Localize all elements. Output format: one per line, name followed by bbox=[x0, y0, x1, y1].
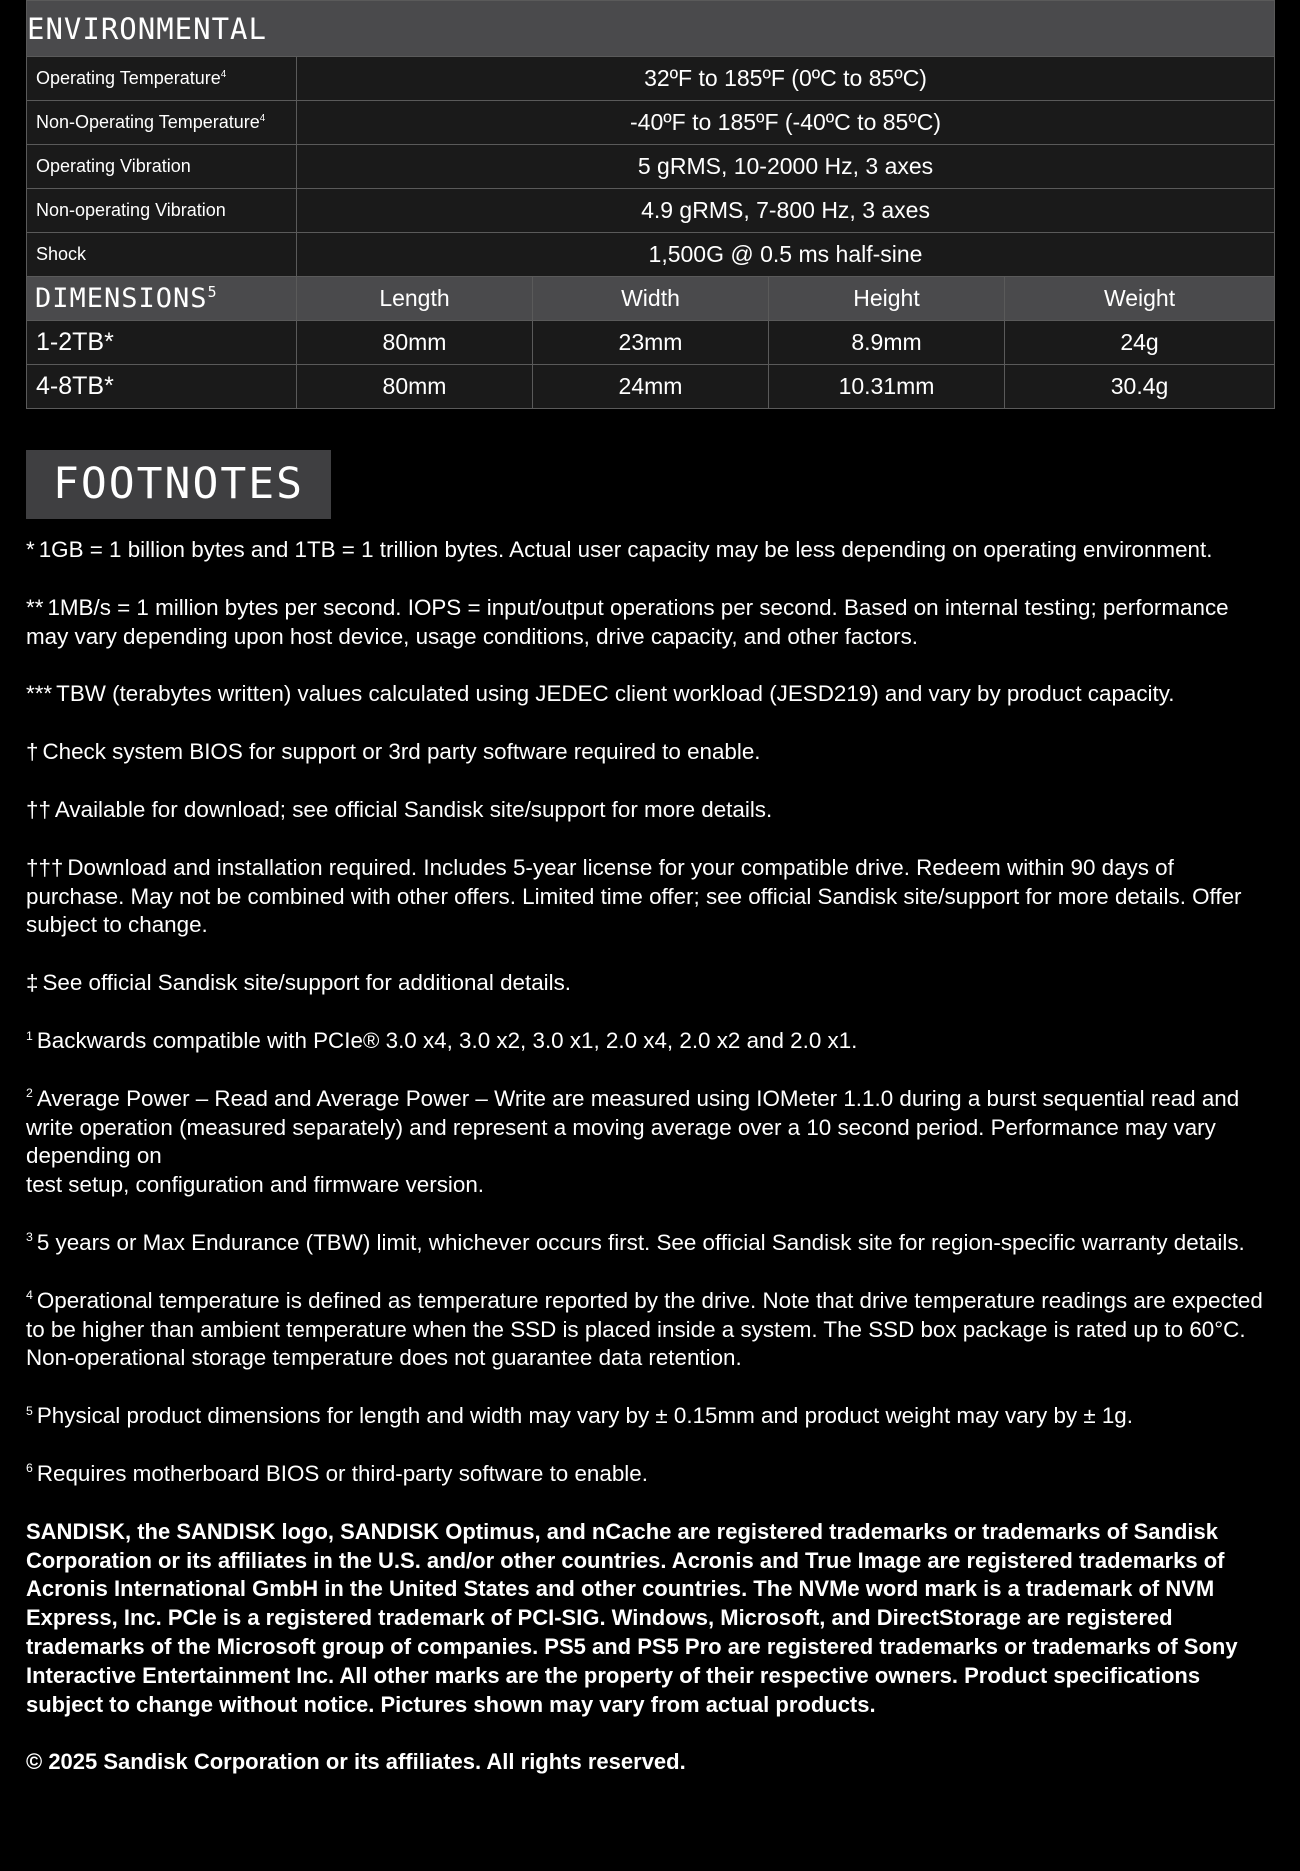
footnote-item bbox=[26, 536, 1276, 565]
dimensions-cell: 24g bbox=[1005, 321, 1275, 365]
footnote-item bbox=[26, 796, 1276, 825]
footnote-text: Backwards compatible with PCIe® 3.0 x4, 3.0 x2, 3.0 x1, 2.0 x4, 2.0 x2 and 2.0 x1. bbox=[36, 1027, 858, 1053]
footnote-item bbox=[26, 1229, 1276, 1258]
dimensions-cell: 80mm bbox=[297, 365, 533, 409]
dimensions-row-label: 1-2TB* bbox=[27, 321, 297, 365]
footnote-text: Available for download; see official Sandisk site/support for more details. bbox=[54, 796, 773, 822]
dimensions-column-header: Length bbox=[297, 277, 533, 321]
dimensions-cell: 30.4g bbox=[1005, 365, 1275, 409]
footnote-marker: 4 bbox=[26, 1288, 33, 1303]
footnote-text: Average Power – Read and Average Power – Write are measured using IOMeter 1.1.0 during a burst sequential read and write operation (measured separately) and represent a moving average over a 10 second period. Performance may vary depending on test setup, configuration and firmware version. bbox=[26, 1085, 1240, 1198]
environmental-value: -40ºF to 185ºF (-40ºC to 85ºC) bbox=[297, 101, 1275, 145]
footnote-item bbox=[26, 1085, 1276, 1200]
footnote-marker: ††† bbox=[26, 854, 64, 880]
dimensions-column-header: Weight bbox=[1005, 277, 1275, 321]
dimensions-row bbox=[27, 365, 1275, 409]
dimensions-cell: 80mm bbox=[297, 321, 533, 365]
footnote-marker: 3 bbox=[26, 1230, 33, 1245]
footnote-marker: † bbox=[26, 739, 39, 765]
dimensions-cell: 10.31mm bbox=[769, 365, 1005, 409]
footnote-marker: 5 bbox=[26, 1403, 33, 1418]
footnote-marker: * bbox=[26, 537, 35, 562]
footnote-marker: ** bbox=[26, 594, 44, 620]
environmental-label: Operating Temperature$^4$ bbox=[27, 57, 297, 101]
dimensions-column-header: Width bbox=[533, 277, 769, 321]
footnotes-list bbox=[26, 536, 1276, 1806]
footnote-marker: ‡ bbox=[26, 970, 39, 996]
footnote-text: TBW (terabytes written) values calculated using JEDEC client workload (JESD219) and vary by product capacity. bbox=[56, 681, 1175, 707]
footnote-item bbox=[26, 969, 1276, 998]
dimensions-cell: 24mm bbox=[533, 365, 769, 409]
environmental-row bbox=[27, 189, 1275, 233]
environmental-value: 32ºF to 185ºF (0ºC to 85ºC) bbox=[297, 57, 1275, 101]
footnote-text: Download and installation required. Includes 5-year license for your compatible drive. Redeem within 90 days of purchase. May not be combined with other offers. Limited time offer; see official Sandisk site/support for more details. Offer subject to change. bbox=[26, 854, 1242, 938]
copyright: © 2025 Sandisk Corporation or its affiliates. All rights reserved. bbox=[26, 1749, 686, 1775]
environmental-label: Operating Vibration bbox=[27, 145, 297, 189]
footnotes-title: FOOTNOTES bbox=[26, 450, 331, 519]
footnote-text: 1MB/s = 1 million bytes per second. IOPS = input/output operations per second. Based on internal testing; performance may vary depending upon host device, usage conditions, drive capacity, and other factors. bbox=[26, 594, 1229, 649]
environmental-label: Non-Operating Temperature$^4$ bbox=[27, 101, 297, 145]
environmental-header bbox=[27, 1, 1275, 57]
footnote-item bbox=[26, 854, 1276, 940]
footnote-text: See official Sandisk site/support for additional details. bbox=[42, 970, 572, 996]
footnote-item bbox=[26, 1402, 1276, 1431]
dimensions-row-label: 4-8TB* bbox=[27, 365, 297, 409]
environmental-label: Shock bbox=[27, 233, 297, 277]
spec-table bbox=[26, 0, 1275, 409]
environmental-value: 1,500G @ 0.5 ms half-sine bbox=[297, 233, 1275, 277]
environmental-row bbox=[27, 233, 1275, 277]
footnote-item bbox=[26, 680, 1276, 709]
footnote-marker: 2 bbox=[26, 1086, 33, 1101]
footnote-marker: 6 bbox=[26, 1461, 33, 1476]
footnote-text: Operational temperature is defined as temperature reported by the drive. Note that drive temperature readings are expected to be higher than ambient temperature when the SSD is placed inside a system. The SSD box package is rated up to 60°C. Non-operational storage temperature does not guarantee data retention. bbox=[26, 1287, 1263, 1371]
footnote-text: Check system BIOS for support or 3rd party software required to enable. bbox=[42, 739, 761, 765]
environmental-value: 4.9 gRMS, 7-800 Hz, 3 axes bbox=[297, 189, 1275, 233]
footnote-text: Requires motherboard BIOS or third-party software to enable. bbox=[36, 1460, 648, 1486]
dimensions-column-header: Height bbox=[769, 277, 1005, 321]
dimensions-cell: 8.9mm bbox=[769, 321, 1005, 365]
environmental-label: Non-operating Vibration bbox=[27, 189, 297, 233]
dimensions-header bbox=[27, 277, 1275, 321]
footnote-item bbox=[26, 594, 1276, 652]
dimensions-row bbox=[27, 321, 1275, 365]
footnote-marker: *** bbox=[26, 681, 53, 707]
environmental-value: 5 gRMS, 10-2000 Hz, 3 axes bbox=[297, 145, 1275, 189]
footnote-text: 1GB = 1 billion bytes and 1TB = 1 trillion bytes. Actual user capacity may be less depending on operating environment. bbox=[38, 537, 1213, 562]
environmental-row bbox=[27, 101, 1275, 145]
footnote-marker: †† bbox=[26, 796, 51, 822]
footnote-item bbox=[26, 1460, 1276, 1489]
dimensions-cell: 23mm bbox=[533, 321, 769, 365]
footnote-marker: 1 bbox=[26, 1028, 33, 1043]
footnote-item bbox=[26, 1287, 1276, 1373]
footnote-item bbox=[26, 1027, 1276, 1056]
dimensions-title: DIMENSIONS$^5$ bbox=[27, 277, 297, 321]
environmental-title: ENVIRONMENTAL bbox=[27, 1, 1275, 57]
legal-notice: SANDISK, the SANDISK logo, SANDISK Optimus, and nCache are registered trademarks or trademarks of Sandisk Corporation or its affiliates in the U.S. and/or other countries. Acronis and True Image are registered trademarks of Acronis International GmbH in the United States and other countries. The NVMe word mark is a trademark of NVM Express, Inc. PCIe is a registered trademark of PCI-SIG. Windows, Microsoft, and DirectStorage are registered trademarks of the Microsoft group of companies. PS5 and PS5 Pro are registered trademarks or trademarks of Sony Interactive Entertainment Inc. All other marks are the property of their respective owners. Product specifications subject to change without notice. Pictures shown may vary from actual products. bbox=[26, 1518, 1238, 1717]
environmental-row bbox=[27, 145, 1275, 189]
footnote-item bbox=[26, 738, 1276, 767]
footnote-text: 5 years or Max Endurance (TBW) limit, whichever occurs first. See official Sandisk site for region-specific warranty details. bbox=[36, 1229, 1245, 1255]
environmental-row bbox=[27, 57, 1275, 101]
footnote-text: Physical product dimensions for length and width may vary by ± 0.15mm and product weight may vary by ± 1g. bbox=[36, 1403, 1133, 1429]
